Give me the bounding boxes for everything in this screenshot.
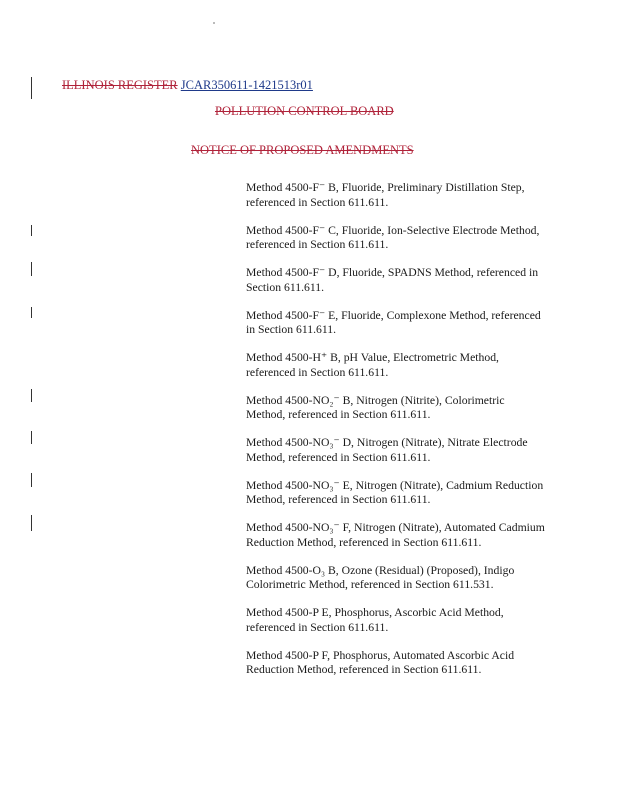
register-inserted-text: JCAR350611-1421513r01 bbox=[180, 78, 313, 92]
method-entry: Method 4500-NO₃⁻ D, Nitrogen (Nitrate), Nitrate Electrode Method, referenced in Section 611.611. bbox=[246, 436, 528, 464]
revision-bar bbox=[31, 77, 32, 99]
revision-bar bbox=[31, 473, 32, 487]
revision-bar bbox=[31, 389, 32, 402]
revision-bar bbox=[31, 262, 32, 276]
method-list bbox=[246, 181, 546, 691]
revision-bar bbox=[31, 431, 32, 444]
scan-speck bbox=[213, 22, 215, 24]
notice-header: NOTICE OF PROPOSED AMENDMENTS bbox=[191, 143, 414, 157]
method-entry: Method 4500-F⁻ E, Fluoride, Complexone Method, referenced in Section 611.611. bbox=[246, 308, 541, 336]
method-entry: Method 4500-F⁻ D, Fluoride, SPADNS Method, referenced in Section 611.611. bbox=[246, 266, 539, 294]
revision-bar bbox=[31, 307, 32, 318]
method-entry: Method 4500-F⁻ B, Fluoride, Preliminary Distillation Step, referenced in Section 611.611. bbox=[246, 181, 525, 209]
board-header: POLLUTION CONTROL BOARD bbox=[215, 104, 394, 118]
method-entry: Method 4500-NO₃⁻ F, Nitrogen (Nitrate), Automated Cadmium Reduction Method, referenced in Section 611.611. bbox=[246, 521, 545, 549]
method-entry: Method 4500-H⁺ B, pH Value, Electrometric Method, referenced in Section 611.611. bbox=[246, 351, 499, 379]
register-deleted-text: ILLINOIS REGISTER bbox=[62, 78, 178, 92]
register-header bbox=[62, 78, 313, 93]
revision-bar bbox=[31, 225, 32, 236]
revision-bar bbox=[31, 515, 32, 531]
method-entry: Method 4500-P F, Phosphorus, Automated Ascorbic Acid Reduction Method, referenced in Section 611.611. bbox=[246, 648, 515, 676]
method-entry: Method 4500-P E, Phosphorus, Ascorbic Acid Method, referenced in Section 611.611. bbox=[246, 606, 504, 634]
method-entry: Method 4500-NO₂⁻ B, Nitrogen (Nitrite), Colorimetric Method, referenced in Section 611.611. bbox=[246, 393, 505, 421]
method-entry: Method 4500-O₃ B, Ozone (Residual) (Proposed), Indigo Colorimetric Method, referenced in Section 611.531. bbox=[246, 563, 515, 591]
method-entry: Method 4500-F⁻ C, Fluoride, Ion-Selective Electrode Method, referenced in Section 611.611. bbox=[246, 223, 540, 251]
method-entry: Method 4500-NO₃⁻ E, Nitrogen (Nitrate), Cadmium Reduction Method, referenced in Section 611.611. bbox=[246, 478, 544, 506]
